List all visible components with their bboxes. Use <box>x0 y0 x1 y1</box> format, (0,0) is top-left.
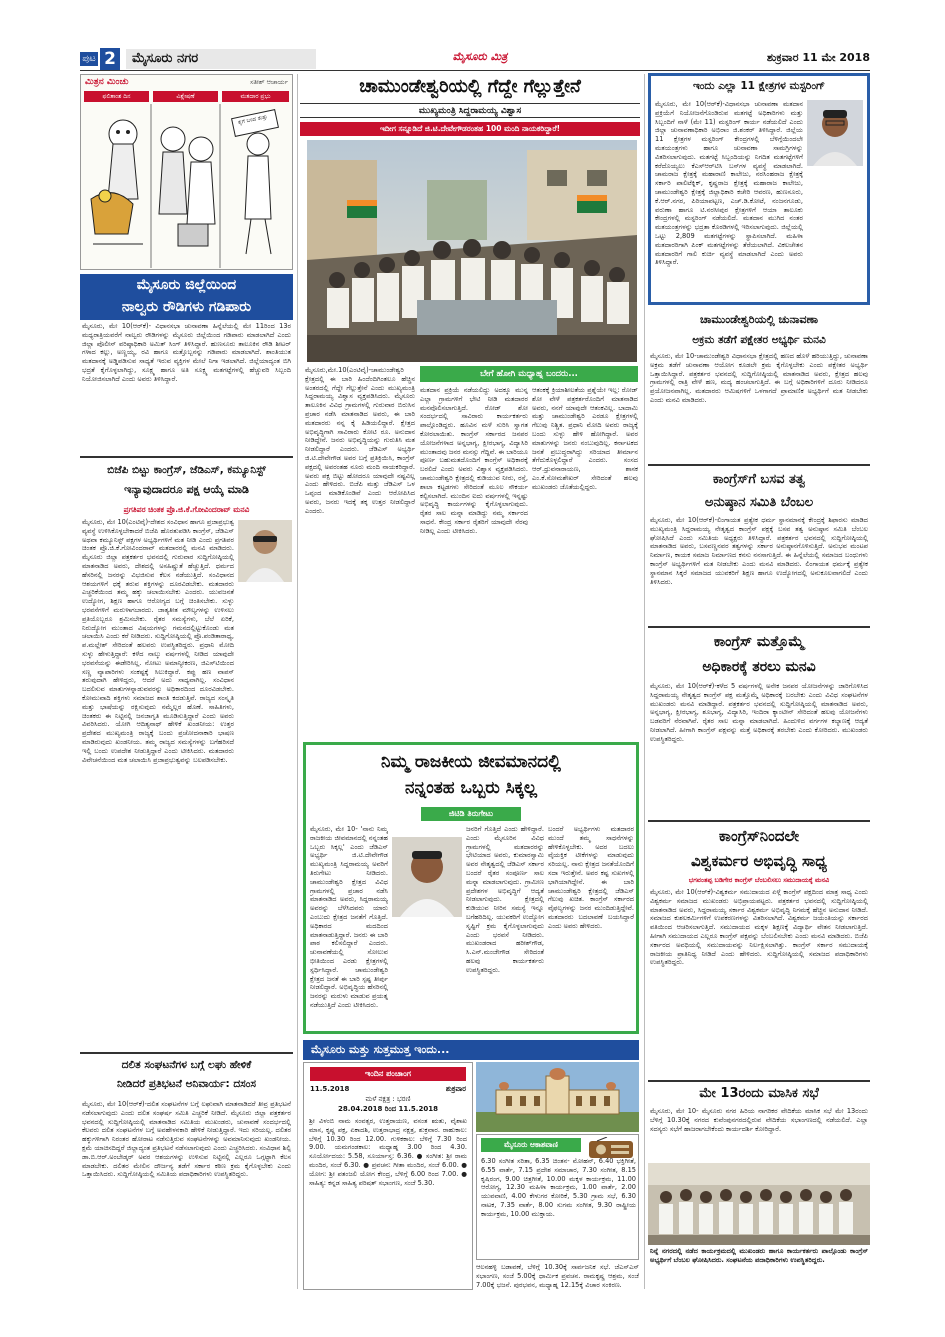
headline-line: ವಿಶ್ವಕರ್ಮರ ಅಭಿವೃದ್ಧಿ ಸಾಧ್ಯ <box>691 852 827 870</box>
gtd-portrait <box>392 837 462 917</box>
headline-line: ಮೈಸೂರು ಜಿಲ್ಲೆಯಿಂದ <box>136 277 237 293</box>
story-chamundeshwari-body: ಮೈಸೂರು, ಮೇ 10-ಚಾಮುಂಡೇಶ್ವರಿ ವಿಧಾನಸಭಾ ಕ್ಷೇತ್ರದಲ್ಲಿ ಹಣದ ಹೊಳೆ ಹರಿಯುತ್ತಿದ್ದು, ಚುನಾವಣಾ ಅಕ್ರಮ ತಡೆಗೆ ಚುನಾವಣಾ ಆಯೋಗ ಕೂಡಲೇ ಕ್ರಮ ಕೈಗೊಳ್ಳಬೇಕು ಎಂದು ಪಕ್ಷೇತರ ಅಭ್ಯರ್ಥಿ ಒತ್ತಾಯಿಸಿದ್ದಾರೆ. ಪತ್ರಕರ್ತರ ಭವನದಲ್ಲಿ ಸುದ್ದಿಗೋಷ್ಠಿಯಲ್ಲಿ ಮಾತನಾಡಿದ ಅವರು, ಕ್ಷೇತ್ರದ ಹಲವು ಗ್ರಾಮಗಳಲ್ಲಿ ರಾತ್ರಿ ವೇಳೆ ಹಣ, ಮದ್ಯ ಹಂಚಲಾಗುತ್ತಿದೆ. ಈ ಬಗ್ಗೆ ಅಧಿಕಾರಿಗಳಿಗೆ ದೂರು ನೀಡಿದರೂ ಪ್ರಯೋಜನವಾಗಿಲ್ಲ. ಮತದಾರರು ಆಮಿಷಗಳಿಗೆ ಒಳಗಾಗದೆ ಪ್ರಾಮಾಣಿಕ ಅಭ್ಯರ್ಥಿಗೆ ಮತ ನೀಡಬೇಕು ಎಂದು ಮನವಿ ಮಾಡಿದರು. <box>650 352 868 404</box>
headline-line: ಕಾಂಗ್ರೆಸ್‌ಗೆ ಬಸವ ತತ್ವ <box>712 472 806 487</box>
story-rowdies-body: ಮೈಸೂರು, ಮೇ 10(ಆರ್‌ಕೆ)- ವಿಧಾನಸಭಾ ಚುನಾವಣಾ ಹಿನ್ನೆಲೆಯಲ್ಲಿ ಮೇ 11ರಿಂದ 13ರ ಮಧ್ಯರಾತ್ರಿಯವರೆಗೆ ನಾಲ್ವರು ರೌಡಿಗಳನ್ನು ಮೈಸೂರು ಜಿಲ್ಲೆಯಿಂದ ಗಡಿಪಾರು ಮಾಡಲಾಗಿದೆ ಎಂದು ಜಿಲ್ಲಾ ಪೊಲೀಸ್ ವರಿಷ್ಠಾಧಿಕಾರಿ ಅಮಿತ್ ಸಿಂಗ್ ತಿಳಿಸಿದ್ದಾರೆ. ಹುಣಸೂರು ತಾಲೂಕಿನ ರೌಡಿ ಶೀಟರ್ ಗಳಾದ ಕಲ್ಲು, ಅಣ್ಣಯ್ಯ, ರವಿ ಹಾಗೂ ಮತ್ತೊಬ್ಬನನ್ನು ಗಡಿಪಾರು ಮಾಡಲಾಗಿದೆ. ಶಾಂತಿಯುತ ಮತದಾನಕ್ಕೆ ಅಡ್ಡಿಪಡಿಸುವ ಸಾಧ್ಯತೆ ಇರುವ ವ್ಯಕ್ತಿಗಳ ಮೇಲೆ ನಿಗಾ ಇಡಲಾಗಿದೆ. ಜಿಲ್ಲೆಯಾದ್ಯಂತ ಬಿಗಿ ಭದ್ರತೆ ಕೈಗೊಳ್ಳಲಾಗಿದ್ದು, ಸೂಕ್ಷ್ಮ ಹಾಗೂ ಅತಿ ಸೂಕ್ಷ್ಮ ಮತಗಟ್ಟೆಗಳಲ್ಲಿ ಹೆಚ್ಚುವರಿ ಸಿಬ್ಬಂದಿ ನಿಯೋಜಿಸಲಾಗಿದೆ ಎಂದು ಅವರು ತಿಳಿಸಿದ್ದಾರೆ. <box>82 322 291 383</box>
story-vishwakarma-body: ಮೈಸೂರು, ಮೇ 10(ಆರ್‌ಕೆ)-ವಿಶ್ವಕರ್ಮ ಸಮುದಾಯದ ಏಳ್ಗೆ ಕಾಂಗ್ರೆಸ್ ಪಕ್ಷದಿಂದ ಮಾತ್ರ ಸಾಧ್ಯ ಎಂದು ವಿಶ್ವಕರ್ಮ ಸಮಾಜದ ಮುಖಂಡರು ಅಭಿಪ್ರಾಯಪಟ್ಟರು. ಪತ್ರಕರ್ತರ ಭವನದಲ್ಲಿ ಸುದ್ದಿಗೋಷ್ಠಿಯಲ್ಲಿ ಮಾತನಾಡಿದ ಅವರು, ಸಿದ್ದರಾಮಯ್ಯ ಸರ್ಕಾರ ವಿಶ್ವಕರ್ಮ ಅಭಿವೃದ್ಧಿ ನಿಗಮಕ್ಕೆ ಹೆಚ್ಚಿನ ಅನುದಾನ ನೀಡಿದೆ. ಸಮಾಜದ ಕುಶಲಕರ್ಮಿಗಳಿಗೆ ಉಪಕರಣಗಳನ್ನು ವಿತರಿಸಲಾಗಿದೆ. ವಿಶ್ವಕರ್ಮ ಜಯಂತಿಯನ್ನು ಸರ್ಕಾರದ ವತಿಯಿಂದ ಆಚರಿಸಲಾಗುತ್ತಿದೆ. ಸಮುದಾಯದ ಮಕ್ಕಳ ಶಿಕ್ಷಣಕ್ಕೆ ವಿದ್ಯಾರ್ಥಿ ವೇತನ ನೀಡಲಾಗುತ್ತಿದೆ. ಹೀಗಾಗಿ ಸಮುದಾಯದ ಎಲ್ಲರೂ ಕಾಂಗ್ರೆಸ್ ಪಕ್ಷವನ್ನು ಬೆಂಬಲಿಸಬೇಕು ಎಂದು ಮನವಿ ಮಾಡಿದರು. ಬಿಜೆಪಿ ಸರ್ಕಾರದ ಅವಧಿಯಲ್ಲಿ ಸಮುದಾಯವನ್ನು ನಿರ್ಲಕ್ಷಿಸಲಾಗಿತ್ತು. ಕಾಂಗ್ರೆಸ್ ಸರ್ಕಾರ ಸಮುದಾಯಕ್ಕೆ ರಾಜಕೀಯ ಪ್ರಾತಿನಿಧ್ಯ ನೀಡಿದೆ ಎಂದು ಹೇಳಿದರು. ಸುದ್ದಿಗೋಷ್ಠಿಯಲ್ಲಿ ಸಮಾಜದ ಪದಾಧಿಕಾರಿಗಳು ಉಪಸ್ಥಿತರಿದ್ದರು. <box>650 888 868 967</box>
story-nimma-byline: ಜಿಟಿಡಿ ತಿರುಗೇಟು <box>421 807 521 821</box>
story-basava-body: ಮೈಸೂರು, ಮೇ 10(ಆರ್‌ಕೆ)-ಲಿಂಗಾಯತ ಪ್ರತ್ಯೇಕ ಧರ್ಮ ಸ್ಥಾನಮಾನಕ್ಕೆ ಕೇಂದ್ರಕ್ಕೆ ಶಿಫಾರಸು ಮಾಡಿದ ಮುಖ್ಯಮಂತ್ರಿ ಸಿದ್ದರಾಮಯ್ಯ ನೇತೃತ್ವದ ಕಾಂಗ್ರೆಸ್ ಪಕ್ಷಕ್ಕೆ ಬಸವ ತತ್ವ ಅನುಷ್ಠಾನ ಸಮಿತಿ ಬೆಂಬಲ ಘೋಷಿಸಿದೆ ಎಂದು ಸಮಿತಿಯ ಅಧ್ಯಕ್ಷರು ತಿಳಿಸಿದ್ದಾರೆ. ಪತ್ರಕರ್ತರ ಭವನದಲ್ಲಿ ಸುದ್ದಿಗೋಷ್ಠಿಯಲ್ಲಿ ಮಾತನಾಡಿದ ಅವರು, ಬಸವಣ್ಣನವರ ತತ್ವಗಳನ್ನು ಸರ್ಕಾರ ಅನುಷ್ಠಾನಗೊಳಿಸುತ್ತಿದೆ. ಅನುಭವ ಮಂಟಪ ನಿರ್ಮಾಣ, ಕಾಯಕ ಸಮಾಜ ನಿರ್ಮಾಣದ ಕನಸು ನನಸಾಗುತ್ತಿದೆ. ಈ ಹಿನ್ನೆಲೆಯಲ್ಲಿ ಸಮಾಜದ ಬಂಧುಗಳು ಕಾಂಗ್ರೆಸ್ ಅಭ್ಯರ್ಥಿಗಳಿಗೆ ಮತ ನೀಡಬೇಕು ಎಂದು ಮನವಿ ಮಾಡಿದರು. ಲಿಂಗಾಯತ ಧರ್ಮಕ್ಕೆ ಪ್ರತ್ಯೇಕ ಸ್ಥಾನಮಾನ ಸಿಕ್ಕರೆ ಸಮಾಜದ ಯುವಕರಿಗೆ ಶಿಕ್ಷಣ ಹಾಗೂ ಉದ್ಯೋಗದಲ್ಲಿ ಅನುಕೂಲವಾಗಲಿದೆ ಎಂದು ತಿಳಿಸಿದರು. <box>650 516 868 586</box>
story-vishwakarma-headline <box>648 824 870 874</box>
divider <box>80 456 293 458</box>
headline-line: ಅಧಿಕಾರಕ್ಕೆ ತರಲು ಮನವಿ <box>702 659 816 675</box>
panchanga-body: ಶ್ರೀ ವಿಳಂಬಿ ನಾಮ ಸಂವತ್ಸರ, ಉತ್ತರಾಯಣ, ವಸಂತ ಋತು, ವೈಶಾಖ ಮಾಸ, ಕೃಷ್ಣ ಪಕ್ಷ, ಏಕಾದಶಿ, ಉತ್ತರಾಭಾದ್ರ ನಕ್ಷತ್ರ, ಶುಕ್ರವಾರ. ರಾಹುಕಾಲ: ಬೆಳಿಗ್ಗೆ 10.30 ರಿಂದ 12.00. ಗುಳಿಕಕಾಲ: ಬೆಳಿಗ್ಗೆ 7.30 ರಿಂದ 9.00. ಯಮಗಂಡಕಾಲ: ಮಧ್ಯಾಹ್ನ 3.00 ರಿಂದ 4.30. ಸೂರ್ಯೋದಯ: 5.58, ಸೂರ್ಯಾಸ್ತ: 6.36. ● ಸಂಗೀತ: ಶ್ರೀ ರಾಮ ಮಂದಿರ, ಸಂಜೆ 6.30. ● ಪ್ರವಚನ: ಗೀತಾ ಮಂದಿರ, ಸಂಜೆ 6.00. ● ಯೋಗ: ಶ್ರೀ ಪತಂಜಲಿ ಯೋಗ ಕೇಂದ್ರ, ಬೆಳಿಗ್ಗೆ 6.00 ರಿಂದ 7.00. ● ಸಾಹಿತ್ಯ: ಕನ್ನಡ ಸಾಹಿತ್ಯ ಪರಿಷತ್ ಸಭಾಂಗಣ, ಸಂಜೆ 5.30. <box>309 1117 467 1187</box>
headline-line: ನಾಲ್ವರು ರೌಡಿಗಳು ಗಡಿಪಾರು <box>121 299 252 315</box>
cartoon-panel <box>80 74 293 270</box>
story-nimma-box <box>303 742 639 1034</box>
lead-red-strap: ಇದೀಗ ಸನ್ನೂಡಿದೆ ಜಿ.ಟಿ.ದೇವೇಗೌಡರಂತಹ 100 ಮಂದಿ ನಾಯಕರಿದ್ದಾರೆ! <box>300 122 640 136</box>
paper-logo: ಮೈಸೂರು ಮಿತ್ರ <box>452 50 508 63</box>
cartoon-sign-text: ಕೈಗೆ ಬಂದ ತುತ್ತು <box>237 113 269 127</box>
divider <box>648 820 870 822</box>
story-dalit-headline <box>80 1056 293 1096</box>
headline-line: ಅನುಷ್ಠಾನ ಸಮಿತಿ ಬೆಂಬಲ <box>704 495 814 510</box>
section-title: ಮೈಸೂರು ನಗರ <box>126 49 316 69</box>
lead-photo-caption: ಬೇಗೆ ಹೋಗಿ ಮಧ್ಯಾಹ್ನ ಬಂದರು... <box>420 366 638 382</box>
lead-rally-photo <box>307 140 637 362</box>
divider <box>648 464 870 466</box>
cartoon-drawing <box>83 104 290 268</box>
page-date: ಶುಕ್ರವಾರ 11 ಮೇ 2018 <box>766 51 870 64</box>
story-nimma-body-col-1: ಮೈಸೂರು, ಮೇ 10- 'ನಾನು ನಿಮ್ಮ ರಾಜಕೀಯ ಜೀವಮಾನದಲ್ಲಿ ನನ್ನಂತಹ ಒಬ್ಬರು ಸಿಕ್ಕಲ್ಲ' ಎಂದು ಜೆಡಿಎಸ್ ಅಭ್ಯರ್ಥಿ ಜಿ.ಟಿ.ದೇವೇಗೌಡ ಮುಖ್ಯಮಂತ್ರಿ ಸಿದ್ದರಾಮಯ್ಯ ಅವರಿಗೆ ತಿರುಗೇಟು ನೀಡಿದರು. ಚಾಮುಂಡೇಶ್ವರಿ ಕ್ಷೇತ್ರದ ವಿವಿಧ ಗ್ರಾಮಗಳಲ್ಲಿ ಪ್ರಚಾರ ನಡೆಸಿ ಮಾತನಾಡಿದ ಅವರು, ಸಿದ್ದರಾಮಯ್ಯ ಅವರನ್ನು ಬೆಳೆಸಿದವರು ಯಾರು ಎಂಬುದು ಕ್ಷೇತ್ರದ ಜನತೆಗೆ ಗೊತ್ತಿದೆ. ಅಧಿಕಾರದ ಮದದಿಂದ ಮಾತನಾಡುತ್ತಿದ್ದಾರೆ. ಜನರು ಈ ಬಾರಿ ಪಾಠ ಕಲಿಸಲಿದ್ದಾರೆ ಎಂದರು. ಚುನಾವಣೆಯಲ್ಲಿ ಸೋಲುವ ಭೀತಿಯಿಂದ ಎರಡು ಕ್ಷೇತ್ರಗಳಲ್ಲಿ ಸ್ಪರ್ಧಿಸಿದ್ದಾರೆ. ಚಾಮುಂಡೇಶ್ವರಿ ಕ್ಷೇತ್ರದ ಜನತೆ ಈ ಬಾರಿ ಸ್ಪಷ್ಟ ತೀರ್ಪು ನೀಡಲಿದ್ದಾರೆ. ಅಭಿವೃದ್ಧಿಯ ಹೆಸರಿನಲ್ಲಿ ಜನರನ್ನು ಮರುಳು ಮಾಡುವ ಪ್ರಯತ್ನ ನಡೆಯುತ್ತಿದೆ ಎಂದು ಟೀಕಿಸಿದರು. <box>310 825 388 1009</box>
divider <box>80 1052 293 1054</box>
divider <box>648 1080 870 1082</box>
column-separator <box>644 74 645 1289</box>
lead-subhead: ಮುಖ್ಯಮಂತ್ರಿ ಸಿದ್ದರಾಮಯ್ಯ ವಿಶ್ವಾಸ <box>300 103 640 118</box>
story-nimma-headline <box>306 749 636 801</box>
cartoon-caption-1: ಫಲಿತಾಂಶ ದಿನ <box>84 91 149 102</box>
story-rowdies-headline <box>80 274 293 320</box>
story-congress-again-headline <box>648 630 870 680</box>
masthead-rule <box>80 70 870 71</box>
story-nimma-body-col-2: ಜನರಿಗೆ ಗೊತ್ತಿದೆ ಎಂದು ಹೇಳಿದ್ದಾರೆ. ಎಂದು ಮೈಸೂರಿನ ವಿವಿಧ ಗ್ರಾಮಗಳಲ್ಲಿ ಮತದಾರರನ್ನು ಭೇಟಿಯಾದ ಅವರು, ಕುಮಾರಸ್ವಾಮಿ ಅವರ ನೇತೃತ್ವದಲ್ಲಿ ಜೆಡಿಎಸ್ ಸರ್ಕಾರ ಬಂದರೆ ರೈತರ ಸಂಪೂರ್ಣ ಸಾಲ ಮನ್ನಾ ಮಾಡಲಾಗುವುದು. ಗ್ರಾಮೀಣ ಪ್ರದೇಶಗಳ ಅಭಿವೃದ್ಧಿಗೆ ಆದ್ಯತೆ ನೀಡಲಾಗುವುದು. ಕ್ಷೇತ್ರದಲ್ಲಿ ಕುಡಿಯುವ ನೀರಿನ ಸಮಸ್ಯೆ ಇನ್ನೂ ಬಗೆಹರಿದಿಲ್ಲ. ಯುವಕರಿಗೆ ಉದ್ಯೋಗ ಸೃಷ್ಟಿಗೆ ಕ್ರಮ ಕೈಗೊಳ್ಳಲಾಗುವುದು ಎಂದು ಭರವಸೆ ನೀಡಿದರು. ಮುಖಂಡರಾದ ಹರೀಶ್‌ಗೌಡ, ಸಿ.ಎನ್.ಮಂಜೇಗೌಡ ಸೇರಿದಂತೆ ಹಲವು ಕಾರ್ಯಕರ್ತರು ಉಪಸ್ಥಿತರಿದ್ದರು. <box>466 825 544 974</box>
story-monitoring-box <box>648 73 870 305</box>
story-bjp-headline <box>80 460 293 504</box>
cartoon-title: ಮಿತ್ರನ ಮಿಂಚು <box>85 77 129 87</box>
lead-body-col-2: ಮತದಾನ ಪ್ರಕ್ರಿಯೆ ನಡೆಯಲಿದ್ದು ಅದಕ್ಕೂ ಮುನ್ನ ಎಲ್ಲಾ ಗ್ರಾಮಗಳಿಗೆ ಭೇಟಿ ನೀಡಿ ಮತದಾರರ ಮನವೊಲಿಸಲಾಗುತ್ತಿದೆ. ರೋಡ್ ಶೋ ಸಂದರ್ಭದಲ್ಲಿ ಸಾವಿರಾರು ಕಾರ್ಯಕರ್ತರು ಪಾಲ್ಗೊಂಡಿದ್ದರು. ಹೂವಿನ ಮಳೆ ಸುರಿಸಿ ಸ್ವಾಗತ ಕೋರಲಾಯಿತು. ಕಾಂಗ್ರೆಸ್ ಸರ್ಕಾರದ ಜನಪರ ಯೋಜನೆಗಳಾದ ಅನ್ನಭಾಗ್ಯ, ಕ್ಷೀರಭಾಗ್ಯ, ವಿದ್ಯಾಸಿರಿ ಮುಂತಾದವು ಜನರ ಮನಸ್ಸು ಗೆದ್ದಿವೆ. ಈ ಬಾರಿಯೂ ಪೂರ್ಣ ಬಹುಮತದೊಂದಿಗೆ ಕಾಂಗ್ರೆಸ್ ಅಧಿಕಾರಕ್ಕೆ ಬರಲಿದೆ ಎಂದು ಅವರು ವಿಶ್ವಾಸ ವ್ಯಕ್ತಪಡಿಸಿದರು. ಚಾಮುಂಡೇಶ್ವರಿ ಕ್ಷೇತ್ರದಲ್ಲಿ ಕುಡಿಯುವ ನೀರು, ರಸ್ತೆ, ಶಾಲಾ ಕಟ್ಟಡಗಳು ಸೇರಿದಂತೆ ಮೂಲ ಸೌಕರ್ಯ ಕಲ್ಪಿಸಲಾಗಿದೆ. ಮುಂದಿನ ಐದು ವರ್ಷಗಳಲ್ಲಿ ಇನ್ನಷ್ಟು ಅಭಿವೃದ್ಧಿ ಕಾರ್ಯಗಳನ್ನು ಕೈಗೊಳ್ಳಲಾಗುವುದು. ರೈತರ ಸಾಲ ಮನ್ನಾ ಮಾಡಿದ್ದು ನಮ್ಮ ಸರ್ಕಾರದ ಸಾಧನೆ. ಕೇಂದ್ರ ಸರ್ಕಾರ ರೈತರಿಗೆ ಯಾವುದೇ ನೆರವು ನೀಡಿಲ್ಲ ಎಂದು ಟೀಕಿಸಿದರು. <box>420 386 528 535</box>
radio-title: ಮೈಸೂರು ಆಕಾಶವಾಣಿ <box>481 1138 581 1152</box>
headline-line: ಕಾಂಗ್ರೆಸ್‌ನಿಂದಲೇ <box>718 827 800 845</box>
story-vishwakarma-subhead: ಭಗವಂತಪ್ಪ ಬಡಿಗೇರ ಕಾಂಗ್ರೆಸ್ ಬೆಂಬಲಿಸಲು ಸಮುದಾಯಕ್ಕೆ ಮನವಿ <box>688 876 830 884</box>
panchanga-line-1: ಮಳೆ ನಕ್ಷತ್ರ : ಭರಣಿ <box>365 1095 411 1103</box>
cartoon-caption-2: ವಿಶ್ಲೇಷಣೆ <box>153 91 218 102</box>
story-dalit-body: ಮೈಸೂರು, ಮೇ 10(ಆರ್‌ಕೆ)-ದಲಿತ ಸಂಘಟನೆಗಳ ಬಗ್ಗೆ ಲಘುವಾಗಿ ಮಾತನಾಡಿದರೆ ತೀವ್ರ ಪ್ರತಿಭಟನೆ ನಡೆಸಲಾಗುವುದು ಎಂದು ದಲಿತ ಸಂಘರ್ಷ ಸಮಿತಿ ಎಚ್ಚರಿಕೆ ನೀಡಿದೆ. ಮೈಸೂರು ಜಿಲ್ಲಾ ಪತ್ರಕರ್ತರ ಭವನದಲ್ಲಿ ಸುದ್ದಿಗೋಷ್ಠಿಯಲ್ಲಿ ಮಾತನಾಡಿದ ಸಮಿತಿಯ ಮುಖಂಡರು, ಚುನಾವಣೆ ಸಂದರ್ಭದಲ್ಲಿ ಕೆಲವರು ದಲಿತ ಸಂಘಟನೆಗಳ ಬಗ್ಗೆ ಅವಹೇಳನಕಾರಿ ಹೇಳಿಕೆ ನೀಡುತ್ತಿದ್ದಾರೆ. ಇದು ಸರಿಯಲ್ಲ. ದಲಿತರ ಹಕ್ಕುಗಳಿಗಾಗಿ ನಿರಂತರ ಹೋರಾಟ ನಡೆಸುತ್ತಿರುವ ಸಂಘಟನೆಗಳನ್ನು ಅವಮಾನಿಸುವುದು ಖಂಡನೀಯ. ಕ್ಷಮೆ ಯಾಚಿಸದಿದ್ದರೆ ಜಿಲ್ಲಾದ್ಯಂತ ಪ್ರತಿಭಟನೆ ನಡೆಸಲಾಗುವುದು ಎಂದು ಎಚ್ಚರಿಸಿದರು. ಸಂವಿಧಾನ ಶಿಲ್ಪಿ ಡಾ.ಬಿ.ಆರ್.ಅಂಬೇಡ್ಕರ್ ಅವರ ಆಶಯಗಳನ್ನು ಉಳಿಸುವ ನಿಟ್ಟಿನಲ್ಲಿ ಎಲ್ಲರೂ ಒಗ್ಗಟ್ಟಾಗಿ ಕೆಲಸ ಮಾಡಬೇಕು. ದಲಿತರ ಮೇಲಿನ ದೌರ್ಜನ್ಯ ತಡೆಗೆ ಸರ್ಕಾರ ಕಠಿಣ ಕ್ರಮ ಕೈಗೊಳ್ಳಬೇಕು ಎಂದು ಒತ್ತಾಯಿಸಿದರು. ಸುದ್ದಿಗೋಷ್ಠಿಯಲ್ಲಿ ಸಮಿತಿಯ ಪದಾಧಿಕಾರಿಗಳು ಉಪಸ್ಥಿತರಿದ್ದರು. <box>82 1100 291 1179</box>
officer-portrait <box>807 100 863 166</box>
mysore-palace-photo <box>476 1062 639 1132</box>
panchanga-title: ಇಂದಿನ ಪಂಚಾಂಗ <box>310 1067 466 1081</box>
story-bjp-body: ಮೈಸೂರು, ಮೇ 10(ಎಂಟಿವೈ)-ದೇಶದ ಸಂವಿಧಾನ ಹಾಗೂ ಪ್ರಜಾಪ್ರಭುತ್ವ ವ್ಯವಸ್ಥೆ ಉಳಿಸಿಕೊಳ್ಳಬೇಕಾದರೆ ಬಿಜೆಪಿ ಹೊರತುಪಡಿಸಿ ಕಾಂಗ್ರೆಸ್, ಜೆಡಿಎಸ್ ಅಥವಾ ಕಮ್ಯೂನಿಸ್ಟ್ ಪಕ್ಷಗಳ ಅಭ್ಯರ್ಥಿಗಳಿಗೆ ಮತ ನೀಡಿ ಎಂದು ಪ್ರಗತಿಪರ ಚಿಂತಕ ಪ್ರೊ.ಜಿ.ಕೆ.ಗೋವಿಂದರಾವ್ ಮತದಾರರಲ್ಲಿ ಮನವಿ ಮಾಡಿದರು. ಮೈಸೂರು ಜಿಲ್ಲಾ ಪತ್ರಕರ್ತರ ಭವನದಲ್ಲಿ ಗುರುವಾರ ಸುದ್ದಿಗೋಷ್ಠಿಯಲ್ಲಿ ಮಾತನಾಡಿದ ಅವರು, ದೇಶದಲ್ಲಿ ಅಸಹಿಷ್ಣುತೆ ಹೆಚ್ಚುತ್ತಿದೆ. ಧರ್ಮದ ಹೆಸರಿನಲ್ಲಿ ಜನರನ್ನು ವಿಭಜಿಸುವ ಕೆಲಸ ನಡೆಯುತ್ತಿದೆ. ಸಂವಿಧಾನದ ಆಶಯಗಳಿಗೆ ಧಕ್ಕೆ ತರುವ ಶಕ್ತಿಗಳನ್ನು ದೂರವಿಡಬೇಕು. ಮತದಾರರು ಎಚ್ಚರಿಕೆಯಿಂದ ತಮ್ಮ ಹಕ್ಕು ಚಲಾಯಿಸಬೇಕು ಎಂದರು. ಯುವಜನತೆ ಉದ್ಯೋಗ, ಶಿಕ್ಷಣ ಹಾಗೂ ಆರೋಗ್ಯದ ಬಗ್ಗೆ ಚಿಂತಿಸಬೇಕು. ಸುಳ್ಳು ಭರವಸೆಗಳಿಗೆ ಮರುಳಾಗಬಾರದು. ಜಾತ್ಯತೀತ ಮೌಲ್ಯಗಳನ್ನು ಉಳಿಸಲು ಪ್ರತಿಯೊಬ್ಬರೂ ಶ್ರಮಿಸಬೇಕು. ರೈತರ ಸಮಸ್ಯೆಗಳು, ಬೆಲೆ ಏರಿಕೆ, ನಿರುದ್ಯೋಗ ಮುಂತಾದ ವಿಷಯಗಳನ್ನು ಗಮನದಲ್ಲಿಟ್ಟುಕೊಂಡು ಮತ ಚಲಾಯಿಸಿ ಎಂದು ಕರೆ ನೀಡಿದರು. ಸುದ್ದಿಗೋಷ್ಠಿಯಲ್ಲಿ ಪ್ರೊ.ಪಂಡಿತಾರಾಧ್ಯ, ಪ.ಮಲ್ಲೇಶ್ ಸೇರಿದಂತೆ ಹಲವರು ಉಪಸ್ಥಿತರಿದ್ದರು. ಪ್ರಧಾನಿ ಮೋದಿ ಸುಳ್ಳು ಹೇಳುತ್ತಿದ್ದಾರೆ: ಕಳೆದ ನಾಲ್ಕು ವರ್ಷಗಳಲ್ಲಿ ನೀಡಿದ ಯಾವುದೇ ಭರವಸೆಯನ್ನು ಈಡೇರಿಸಿಲ್ಲ. ನೋಟು ಅಮಾನ್ಯೀಕರಣ, ಜಿಎಸ್‌ಟಿಯಿಂದ ಸಣ್ಣ ವ್ಯಾಪಾರಿಗಳು ಸಂಕಷ್ಟಕ್ಕೆ ಸಿಲುಕಿದ್ದಾರೆ. ಕಪ್ಪು ಹಣ ವಾಪಸ್ ತರುವುದಾಗಿ ಹೇಳಿದ್ದರು, ಆದರೆ ಅದು ಸಾಧ್ಯವಾಗಿಲ್ಲ. ಸಂವಿಧಾನ ಬದಲಿಸುವ ಮಾತುಗಳನ್ನಾಡುವವರನ್ನು ಅಧಿಕಾರದಿಂದ ದೂರವಿಡಬೇಕು. ಕೋಮುವಾದಿ ಶಕ್ತಿಗಳು ಸಮಾಜದ ಶಾಂತಿ ಕದಡುತ್ತಿವೆ. ರಾಜ್ಯದ ಸಂಸ್ಕೃತಿ ಮತ್ತು ಭಾಷೆಯನ್ನು ರಕ್ಷಿಸುವುದು ನಮ್ಮೆಲ್ಲರ ಹೊಣೆ. ಸಾಹಿತಿಗಳು, ಚಿಂತಕರು ಈ ನಿಟ್ಟಿನಲ್ಲಿ ಜನಜಾಗೃತಿ ಮೂಡಿಸುತ್ತಿದ್ದಾರೆ ಎಂದು ಅವರು ವಿವರಿಸಿದರು. ಯೋಗಿ ಆದಿತ್ಯನಾಥ್ ಹೇಳಿಕೆ ಖಂಡನೀಯ: ಉತ್ತರ ಪ್ರದೇಶದ ಮುಖ್ಯಮಂತ್ರಿ ರಾಜ್ಯಕ್ಕೆ ಬಂದು ಪ್ರಚೋದನಾಕಾರಿ ಭಾಷಣ ಮಾಡಿರುವುದು ಖಂಡನೀಯ. ತಮ್ಮ ರಾಜ್ಯದ ಸಮಸ್ಯೆಗಳನ್ನು ಬಗೆಹರಿಸದೆ ಇಲ್ಲಿ ಬಂದು ಉಪದೇಶ ನೀಡುತ್ತಿದ್ದಾರೆ ಎಂದು ಟೀಕಿಸಿದರು. ಮತದಾರರು ವಿವೇಚನೆಯಿಂದ ಮತ ಚಲಾಯಿಸಿ ಪ್ರಜಾಪ್ರಭುತ್ವವನ್ನು ಬಲಪಡಿಸಬೇಕು. <box>82 518 234 764</box>
story-congress-again-body: ಮೈಸೂರು, ಮೇ 10(ಆರ್‌ಕೆ)-ಕಳೆದ 5 ವರ್ಷಗಳಲ್ಲಿ ಅನೇಕ ಜನಪರ ಯೋಜನೆಗಳನ್ನು ಜಾರಿಗೊಳಿಸಿದ ಸಿದ್ದರಾಮಯ್ಯ ನೇತೃತ್ವದ ಕಾಂಗ್ರೆಸ್ ಪಕ್ಷ ಮತ್ತೊಮ್ಮೆ ಅಧಿಕಾರಕ್ಕೆ ಬರಬೇಕು ಎಂದು ವಿವಿಧ ಸಂಘಟನೆಗಳ ಮುಖಂಡರು ಮನವಿ ಮಾಡಿದ್ದಾರೆ. ಪತ್ರಕರ್ತರ ಭವನದಲ್ಲಿ ಸುದ್ದಿಗೋಷ್ಠಿಯಲ್ಲಿ ಮಾತನಾಡಿದ ಅವರು, ಅನ್ನಭಾಗ್ಯ, ಕ್ಷೀರಭಾಗ್ಯ, ಶೂಭಾಗ್ಯ, ವಿದ್ಯಾಸಿರಿ, ಇಂದಿರಾ ಕ್ಯಾಂಟೀನ್ ಸೇರಿದಂತೆ ಹಲವು ಯೋಜನೆಗಳು ಬಡವರಿಗೆ ನೆರವಾಗಿವೆ. ರೈತರ ಸಾಲ ಮನ್ನಾ ಮಾಡಲಾಗಿದೆ. ಹಿಂದುಳಿದ ವರ್ಗಗಳ ಕಲ್ಯಾಣಕ್ಕೆ ಆದ್ಯತೆ ನೀಡಲಾಗಿದೆ. ಹೀಗಾಗಿ ಕಾಂಗ್ರೆಸ್ ಪಕ್ಷವನ್ನು ಮತ್ತೆ ಅಧಿಕಾರಕ್ಕೆ ತರಬೇಕು ಎಂದು ಕೋರಿದರು. ಮುಖಂಡರು ಉಪಸ್ಥಿತರಿದ್ದರು. <box>650 682 868 743</box>
divider <box>648 626 870 628</box>
panchanga-line-2: 28.04.2018 ರಿಂದ 11.5.2018 <box>338 1105 438 1113</box>
around-town-banner: ಮೈಸೂರು ಮತ್ತು ಸುತ್ತಮುತ್ತ ಇಂದು... <box>303 1040 639 1060</box>
radio-box <box>476 1134 639 1260</box>
lead-body-col-1: ಮೈಸೂರು,ಮೇ.10(ಎಂಟಿವೈ)-ಚಾಮುಂಡೇಶ್ವರಿ ಕ್ಷೇತ್ರದಲ್ಲಿ ಈ ಬಾರಿ ಹಿಂದೆಂದಿಗಿಂತಲೂ ಹೆಚ್ಚಿನ ಅಂತರದಲ್ಲಿ ಗೆದ್ದೇ ಗೆಲ್ಲುತ್ತೇನೆ ಎಂದು ಮುಖ್ಯಮಂತ್ರಿ ಸಿದ್ದರಾಮಯ್ಯ ವಿಶ್ವಾಸ ವ್ಯಕ್ತಪಡಿಸಿದರು. ಮೈಸೂರು ತಾಲೂಕಿನ ವಿವಿಧ ಗ್ರಾಮಗಳಲ್ಲಿ ಗುರುವಾರ ಬಿರುಸಿನ ಪ್ರಚಾರ ನಡೆಸಿ ಮಾತನಾಡಿದ ಅವರು, ಈ ಬಾರಿ ಮತದಾರರು ನನ್ನ ಕೈ ಹಿಡಿಯಲಿದ್ದಾರೆ. ಕ್ಷೇತ್ರದ ಅಭಿವೃದ್ಧಿಗಾಗಿ ಸಾವಿರಾರು ಕೋಟಿ ರೂ. ಅನುದಾನ ನೀಡಿದ್ದೇನೆ. ಜನರು ಅಭಿವೃದ್ಧಿಯನ್ನು ಗುರುತಿಸಿ ಮತ ನೀಡಲಿದ್ದಾರೆ ಎಂದರು. ಜೆಡಿಎಸ್ ಅಭ್ಯರ್ಥಿ ಜಿ.ಟಿ.ದೇವೇಗೌಡ ಅವರ ಬಗ್ಗೆ ಪ್ರತಿಕ್ರಿಯಿಸಿ, ಕಾಂಗ್ರೆಸ್ ಪಕ್ಷದಲ್ಲಿ ಅವರಂತಹ ನೂರು ಮಂದಿ ನಾಯಕರಿದ್ದಾರೆ. ಅವರು ಪಕ್ಷ ಬಿಟ್ಟು ಹೋದರೂ ಯಾವುದೇ ನಷ್ಟವಿಲ್ಲ ಎಂದು ಹೇಳಿದರು. ಬಿಜೆಪಿ ಮತ್ತು ಜೆಡಿಎಸ್ ಒಳ ಒಪ್ಪಂದ ಮಾಡಿಕೊಂಡಿವೆ ಎಂದು ಆರೋಪಿಸಿದ ಅವರು, ಜನರು ಇದಕ್ಕೆ ತಕ್ಕ ಉತ್ತರ ನೀಡಲಿದ್ದಾರೆ ಎಂದರು. <box>305 366 415 515</box>
lead-body-col-3: ಆತಂಕಕ್ಕೆ ಕ್ರಿಯಾಶೀಲತೆಯ ಪ್ರಶ್ನೆಯೇ ಇಲ್ಲ: ರೋಡ್ ಶೋ ವೇಳೆ ಪತ್ರಕರ್ತರೊಂದಿಗೆ ಮಾತನಾಡಿದ ಅವರು, ನನಗೆ ಯಾವುದೇ ಆತಂಕವಿಲ್ಲ. ಬಾದಾಮಿ ಮತ್ತು ಚಾಮುಂಡೇಶ್ವರಿ ಎರಡೂ ಕ್ಷೇತ್ರಗಳಲ್ಲಿ ಗೆಲುವು ನಿಶ್ಚಿತ. ಪ್ರಧಾನಿ ಮೋದಿ ಅವರು ರಾಜ್ಯಕ್ಕೆ ಬಂದು ಸುಳ್ಳು ಹೇಳಿ ಹೋಗಿದ್ದಾರೆ. ಅವರ ಮಾತುಗಳನ್ನು ಜನರು ನಂಬುವುದಿಲ್ಲ. ಕರ್ನಾಟಕದ ಜನತೆ ಪ್ರಬುದ್ಧರಾಗಿದ್ದು ಸರಿಯಾದ ತೀರ್ಮಾನ ತೆಗೆದುಕೊಳ್ಳಲಿದ್ದಾರೆ ಎಂದರು. ಸಂಸದ ಆರ್.ಧ್ರುವನಾರಾಯಣ, ಶಾಸಕ ಎಂ.ಕೆ.ಸೋಮಶೇಖರ್ ಸೇರಿದಂತೆ ಹಲವು ಮುಖಂಡರು ಜೊತೆಯಲ್ಲಿದ್ದರು. <box>532 386 638 491</box>
around-town-bottom: ಆಲನಹಳ್ಳಿ ಬಡಾವಣೆ, ಬೆಳಿಗ್ಗೆ 10.30ಕ್ಕೆ ಸಾರ್ವಜನಿಕ ಸಭೆ. ಜೆಎಸ್‌ಎಸ್ ಸಭಾಂಗಣ, ಸಂಜೆ 5.00ಕ್ಕೆ ಧಾರ್ಮಿಕ ಪ್ರವಚನ. ರಾಮಕೃಷ್ಣ ಆಶ್ರಮ, ಸಂಜೆ 7.00ಕ್ಕೆ ಭಜನೆ. ಪುರಭವನ, ಮಧ್ಯಾಹ್ನ 12.15ಕ್ಕೆ ವಿಚಾರ ಸಂಕಿರಣ. <box>476 1263 639 1289</box>
group-photo <box>648 1163 870 1245</box>
headline-line: ದಲಿತ ಸಂಘಟನೆಗಳ ಬಗ್ಗೆ ಲಘು ಹೇಳಿಕೆ <box>121 1059 252 1071</box>
page-masthead <box>80 48 870 70</box>
story-basava-headline <box>648 468 870 514</box>
column-separator <box>297 74 298 1289</box>
story-sabha-body: ಮೈಸೂರು, ಮೇ 10- ಮೈಸೂರು ನಗರ ಹಿರಿಯ ನಾಗರಿಕರ ವೇದಿಕೆಯ ಮಾಸಿಕ ಸಭೆ ಮೇ 13ರಂದು ಬೆಳಿಗ್ಗೆ 10.30ಕ್ಕೆ ನಗರದ ಕುವೆಂಪುನಗರದಲ್ಲಿರುವ ವೇದಿಕೆಯ ಸಭಾಂಗಣದಲ್ಲಿ ನಡೆಯಲಿದೆ. ಎಲ್ಲಾ ಸದಸ್ಯರು ಸಭೆಗೆ ಹಾಜರಾಗಬೇಕೆಂದು ಕಾರ್ಯದರ್ಶಿ ಕೋರಿದ್ದಾರೆ. <box>650 1107 868 1133</box>
headline-line: ಇನ್ಯಾವುದಾದರೂ ಪಕ್ಷ ಆಯ್ಕೆ ಮಾಡಿ <box>124 483 249 496</box>
radio-body: 6.30 ಸಂಗೀತ ಸರಿತಾ, 6.35 ಚಿಂತನ- ಮೋಹನ್, 6.40 ಭಕ್ತಿಗೀತೆ, 6.55 ವಾರ್ತೆ, 7.15 ಪ್ರದೇಶ ಸಮಾಚಾರ, 7.30 ಸಂಗೀತ, 8.15 ಕೃಷಿರಂಗ, 9.00 ಚಿತ್ರಗೀತೆ, 10.00 ಮಕ್ಕಳ ಕಾರ್ಯಕ್ರಮ, 11.00 ಆರೋಗ್ಯ, 12.30 ಮಹಿಳಾ ಕಾರ್ಯಕ್ರಮ, 1.00 ವಾರ್ತೆ, 2.00 ಯುವವಾಣಿ, 4.00 ಕೇಳುಗರ ಕೋರಿಕೆ, 5.30 ಗ್ರಾಮ ಸಭೆ, 6.30 ನಾಟಕ, 7.35 ವಾರ್ತೆ, 8.00 ಸುಗಮ ಸಂಗೀತ, 9.30 ರಾಷ್ಟ್ರೀಯ ಕಾರ್ಯಕ್ರಮ, 10.00 ಮುಕ್ತಾಯ. <box>481 1157 636 1218</box>
page-number: 2 <box>100 48 120 70</box>
panchanga-box <box>303 1062 473 1290</box>
lead-headline: ಚಾಮುಂಡೇಶ್ವರಿಯಲ್ಲಿ ಗೆದ್ದೇ ಗೆಲ್ಲುತ್ತೇನೆ <box>359 76 581 97</box>
radio-icon <box>587 1137 635 1159</box>
story-chamundeshwari-headline <box>648 310 870 350</box>
headline-line: ಅಕ್ರಮ ತಡೆಗೆ ಪಕ್ಷೇತರ ಅಭ್ಯರ್ಥಿ ಮನವಿ <box>692 334 826 346</box>
cartoon-artist: ಸತೀಶ್ ಆಚಾರ್ಯ <box>250 78 288 86</box>
page-label: ಪುಟ <box>80 52 98 66</box>
govindarao-photo <box>238 520 292 582</box>
group-photo-caption: ನಿನ್ನೆ ನಗರದಲ್ಲಿ ನಡೆದ ಕಾರ್ಯಕ್ರಮದಲ್ಲಿ ಮುಖಂಡರು ಹಾಗೂ ಕಾರ್ಯಕರ್ತರು ಪಾಲ್ಗೊಂಡು ಕಾಂಗ್ರೆಸ್ ಅಭ್ಯರ್ಥಿಗೆ ಬೆಂಬಲ ಘೋಷಿಸಿದರು. ಸಂಘಟನೆಯ ಪದಾಧಿಕಾರಿಗಳು ಉಪಸ್ಥಿತರಿದ್ದರು. <box>650 1247 868 1264</box>
story-monitoring-headline: ಇಂದು ಎಲ್ಲಾ 11 ಕ್ಷೇತ್ರಗಳ ಮಸ್ಟರಿಂಗ್ <box>692 80 826 92</box>
story-nimma-body-col-3: ಬಂದರೆ ಅಭ್ಯರ್ಥಿಗಳು ಮತದಾರರ ಮುಂದೆ ತಮ್ಮ ಸಾಧನೆಗಳನ್ನು ಹೇಳಿಕೊಳ್ಳಬೇಕು. ಅದರ ಬದಲು ವೈಯಕ್ತಿಕ ಟೀಕೆಗಳನ್ನು ಮಾಡುವುದು ಸರಿಯಲ್ಲ. ನಾನು ಕ್ಷೇತ್ರದ ಜನತೆಯೊಂದಿಗೆ ಸದಾ ಇರುತ್ತೇನೆ. ಅವರ ಕಷ್ಟ ಸುಖಗಳಲ್ಲಿ ಭಾಗಿಯಾಗಿದ್ದೇನೆ. ಈ ಬಾರಿ ಚಾಮುಂಡೇಶ್ವರಿ ಕ್ಷೇತ್ರದಲ್ಲಿ ಜೆಡಿಎಸ್ ಗೆಲುವು ಖಚಿತ. ಕಾಂಗ್ರೆಸ್ ಸರ್ಕಾರದ ವೈಫಲ್ಯಗಳನ್ನು ಜನರ ಮುಂದಿಡುತ್ತಿದ್ದೇವೆ. ಮತದಾರರು ಬದಲಾವಣೆ ಬಯಸಿದ್ದಾರೆ ಎಂದು ಅವರು ಹೇಳಿದರು. <box>548 825 634 930</box>
headline-line: ಕಾಂಗ್ರೆಸ್ ಮತ್ತೊಮ್ಮೆ <box>713 634 805 650</box>
story-monitoring-body: ಮೈಸೂರು, ಮೇ 10(ಆರ್‌ಕೆ)-ವಿಧಾನಸಭಾ ಚುನಾವಣಾ ಮತದಾನ ಪ್ರಕ್ರಿಯೆಗೆ ನಿಯೋಜನೆಗೊಂಡಿರುವ ಮತಗಟ್ಟೆ ಅಧಿಕಾರಿಗಳು ಮತ್ತು ಸಿಬ್ಬಂದಿಗೆ ನಾಳೆ (ಮೇ 11) ಮಸ್ಟರಿಂಗ್ ಕಾರ್ಯ ನಡೆಯಲಿದೆ ಎಂದು ಜಿಲ್ಲಾ ಚುನಾವಣಾಧಿಕಾರಿ ಅಭಿರಾಂ ಜಿ.ಶಂಕರ್ ತಿಳಿಸಿದ್ದಾರೆ. ಜಿಲ್ಲೆಯ 11 ಕ್ಷೇತ್ರಗಳ ಮಸ್ಟರಿಂಗ್ ಕೇಂದ್ರಗಳಲ್ಲಿ ಬೆಳಿಗ್ಗೆಯಿಂದಲೇ ಮತಯಂತ್ರಗಳು ಹಾಗೂ ಚುನಾವಣಾ ಸಾಮಗ್ರಿಗಳನ್ನು ವಿತರಿಸಲಾಗುವುದು. ಮತಗಟ್ಟೆ ಸಿಬ್ಬಂದಿಯನ್ನು ನಿಗದಿತ ಮತಗಟ್ಟೆಗಳಿಗೆ ಕರೆದೊಯ್ಯಲು ಕೆಎಸ್‌ಆರ್‌ಟಿಸಿ ಬಸ್‌ಗಳ ವ್ಯವಸ್ಥೆ ಮಾಡಲಾಗಿದೆ. ಚಾಮರಾಜ ಕ್ಷೇತ್ರಕ್ಕೆ ಮಹಾರಾಣಿ ಕಾಲೇಜು, ನರಸಿಂಹರಾಜ ಕ್ಷೇತ್ರಕ್ಕೆ ಸರ್ಕಾರಿ ಪಾಲಿಟೆಕ್ನಿಕ್, ಕೃಷ್ಣರಾಜ ಕ್ಷೇತ್ರಕ್ಕೆ ಮಹಾರಾಜ ಕಾಲೇಜು, ಚಾಮುಂಡೇಶ್ವರಿ ಕ್ಷೇತ್ರಕ್ಕೆ ಜಿಲ್ಲಾಧಿಕಾರಿ ಕಚೇರಿ ಆವರಣ, ಹುಣಸೂರು, ಕೆ.ಆರ್.ನಗರ, ಪಿರಿಯಾಪಟ್ಟಣ, ಎಚ್.ಡಿ.ಕೋಟೆ, ನಂಜನಗೂಡು, ವರುಣಾ ಹಾಗೂ ಟಿ.ನರಸೀಪುರ ಕ್ಷೇತ್ರಗಳಿಗೆ ಆಯಾ ತಾಲೂಕು ಕೇಂದ್ರಗಳಲ್ಲಿ ಮಸ್ಟರಿಂಗ್ ನಡೆಯಲಿದೆ. ಮತದಾನ ಮುಗಿದ ನಂತರ ಮತಯಂತ್ರಗಳನ್ನು ಭದ್ರತಾ ಕೊಠಡಿಗಳಲ್ಲಿ ಇರಿಸಲಾಗುವುದು. ಜಿಲ್ಲೆಯಲ್ಲಿ ಒಟ್ಟು 2,809 ಮತಗಟ್ಟೆಗಳನ್ನು ಸ್ಥಾಪಿಸಲಾಗಿದೆ. ಮಹಿಳಾ ಮತದಾರರಿಗಾಗಿ ಪಿಂಕ್ ಮತಗಟ್ಟೆಗಳನ್ನು ತೆರೆಯಲಾಗಿದೆ. ವಿಕಲಚೇತನ ಮತದಾರರಿಗೆ ಗಾಲಿ ಕುರ್ಚಿ ವ್ಯವಸ್ಥೆ ಮಾಡಲಾಗಿದೆ ಎಂದು ಅವರು ತಿಳಿಸಿದ್ದಾರೆ. <box>655 100 803 267</box>
panchanga-day: ಶುಕ್ರವಾರ <box>445 1085 466 1093</box>
headline-line: ನನ್ನಂತಹ ಒಬ್ಬರು ಸಿಕ್ಕಲ್ಲ <box>405 778 537 798</box>
headline-line: ಬಿಜೆಪಿ ಬಿಟ್ಟು ಕಾಂಗ್ರೆಸ್, ಜೆಡಿಎಸ್, ಕಮ್ಯೂನಿಸ್ಟ್ <box>107 464 266 476</box>
headline-line: ನಿಮ್ಮ ರಾಜಕೀಯ ಜೀವಮಾನದಲ್ಲಿ <box>381 752 561 772</box>
headline-line: ನೀಡಿದರೆ ಪ್ರತಿಭಟನೆ ಅನಿವಾರ್ಯ: ದಸಂಸ <box>117 1078 256 1090</box>
story-bjp-subhead: ಪ್ರಗತಿಪರ ಚಿಂತಕ ಪ್ರೊ.ಜಿ.ಕೆ.ಗೋವಿಂದರಾವ್ ಮನವಿ <box>123 505 250 514</box>
headline-line: ಚಾಮುಂಡೇಶ್ವರಿಯಲ್ಲಿ ಚುನಾವಣಾ <box>699 313 819 326</box>
panchanga-date: 11.5.2018 <box>310 1085 350 1093</box>
cartoon-caption-3: ಮತದಾರ ಪ್ರಭು <box>222 91 289 102</box>
story-sabha-headline: ಮೇ 13ರಂದು ಮಾಸಿಕ ಸಭೆ <box>699 1086 819 1101</box>
